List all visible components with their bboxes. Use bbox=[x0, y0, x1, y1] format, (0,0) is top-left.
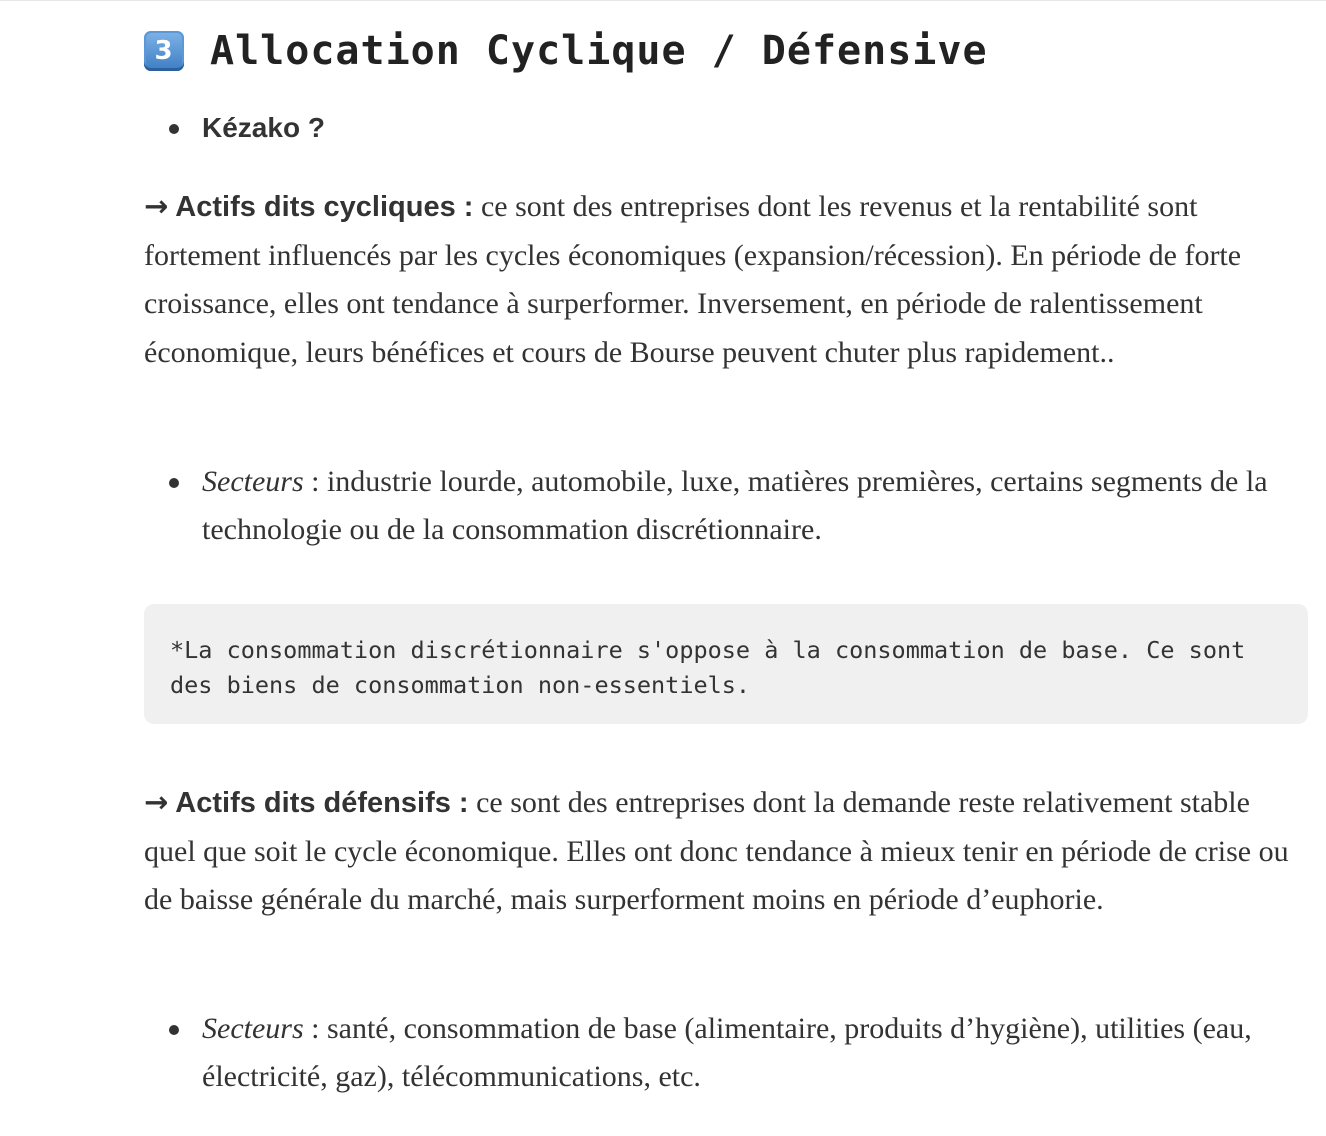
keycap-number-icon: 3 bbox=[144, 31, 184, 71]
defensive-lead-text: Actifs dits défensifs : bbox=[175, 787, 469, 819]
cyclic-body-text: ce sont des entreprises dont les revenus et la rentabilité sont fortement influencés par les cycles économiques (expansion/récession). En période de forte croissance, elles ont tendance à surperformer. Inversement, en période de ralentissement économique, leurs bénéfices et cours de Bourse peuvent chuter plus rapidement.. bbox=[144, 190, 1242, 369]
cyclic-sectors-list bbox=[144, 458, 1308, 554]
cyclic-lead-text: Actifs dits cycliques : bbox=[175, 191, 474, 223]
defensive-lead bbox=[144, 787, 469, 819]
note-code-block bbox=[144, 604, 1308, 724]
cyclic-lead bbox=[144, 191, 473, 223]
arrow-right-icon: → bbox=[144, 189, 169, 223]
defensive-sectors-item bbox=[144, 1005, 1308, 1101]
cyclic-sectors-item bbox=[144, 458, 1308, 554]
kezako-item: Kézako ? bbox=[144, 104, 1308, 152]
cyclic-sectors-label: Secteurs bbox=[202, 465, 304, 498]
note-code-text: *La consommation discrétionnaire s'oppose à la consommation de base. Ce sont des biens de consommation non-essentiels. bbox=[170, 636, 1260, 699]
defensive-sectors-list bbox=[144, 1005, 1308, 1101]
kezako-list bbox=[144, 104, 1308, 152]
arrow-right-icon: → bbox=[144, 785, 169, 819]
section-heading bbox=[144, 28, 988, 74]
cyclic-paragraph bbox=[144, 182, 1308, 377]
defensive-sectors-text: : santé, consommation de base (alimentaire, produits d’hygiène), utilities (eau, électricité, gaz), télécommunications, etc. bbox=[202, 1012, 1252, 1093]
defensive-sectors-label: Secteurs bbox=[202, 1012, 304, 1045]
defensive-paragraph bbox=[144, 778, 1308, 925]
section-title-text: Allocation Cyclique / Défensive bbox=[210, 28, 988, 74]
top-divider bbox=[0, 0, 1326, 1]
defensive-body-text: ce sont des entreprises dont la demande reste relativement stable quel que soit le cycle économique. Elles ont donc tendance à mieux tenir en période de crise ou de baisse générale du marché, mais surperforment moins en période d’euphorie. bbox=[144, 786, 1289, 916]
cyclic-sectors-text: : industrie lourde, automobile, luxe, matières premières, certains segments de la technologie ou de la consommation discrétionnaire. bbox=[202, 465, 1268, 546]
